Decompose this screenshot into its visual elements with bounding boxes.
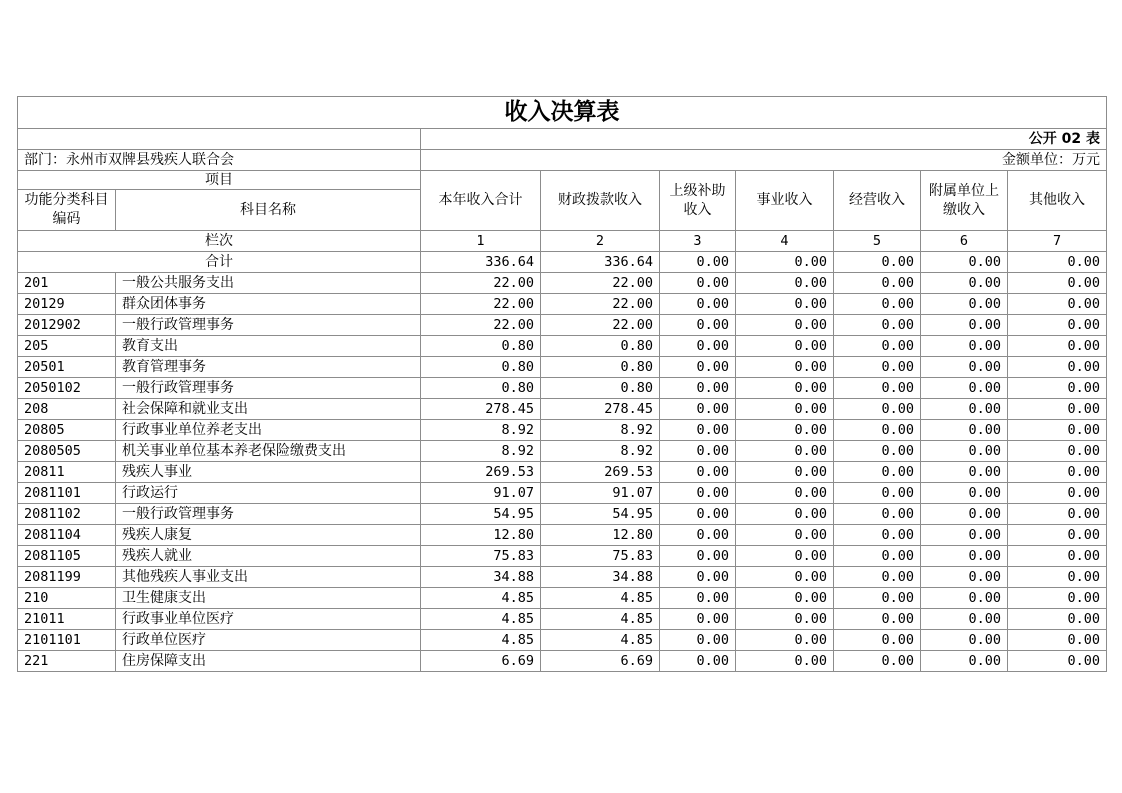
amount-cell: 8.92: [421, 441, 541, 462]
table-row: [18, 651, 1107, 672]
amount-cell: 0.00: [921, 504, 1008, 525]
header-superior: 上级补助收入: [660, 171, 736, 231]
amount-cell: 0.00: [660, 273, 736, 294]
amount-cell: 0.00: [834, 441, 921, 462]
amount-cell: 0.00: [736, 315, 834, 336]
amount-cell: 0.00: [921, 378, 1008, 399]
amount-cell: 0.00: [921, 294, 1008, 315]
amount-cell: 0.00: [921, 336, 1008, 357]
column-number: 2: [541, 231, 660, 252]
amount-cell: 0.00: [921, 546, 1008, 567]
subject-code: 205: [18, 336, 116, 357]
amount-cell: 0.80: [421, 336, 541, 357]
table-title: 收入决算表: [18, 97, 1107, 129]
subject-name: 教育支出: [116, 336, 421, 357]
amount-cell: 0.00: [736, 336, 834, 357]
amount-cell: 0.00: [660, 357, 736, 378]
table-row: [18, 462, 1107, 483]
amount-cell: 0.00: [736, 567, 834, 588]
amount-cell: 0.00: [921, 588, 1008, 609]
subject-code: 2101101: [18, 630, 116, 651]
amount-cell: 0.00: [834, 588, 921, 609]
amount-cell: 0.80: [541, 336, 660, 357]
amount-cell: 4.85: [541, 630, 660, 651]
amount-cell: 4.85: [541, 588, 660, 609]
amount-cell: 0.00: [736, 588, 834, 609]
subject-name: 残疾人康复: [116, 525, 421, 546]
subject-name: 行政事业单位养老支出: [116, 420, 421, 441]
amount-cell: 34.88: [541, 567, 660, 588]
amount-cell: 0.00: [834, 609, 921, 630]
amount-cell: 75.83: [421, 546, 541, 567]
amount-cell: 0.00: [660, 462, 736, 483]
amount-cell: 0.00: [660, 546, 736, 567]
amount-cell: 0.00: [1008, 525, 1107, 546]
amount-cell: 0.00: [660, 525, 736, 546]
amount-cell: 0.00: [834, 462, 921, 483]
amount-cell: 0.00: [921, 651, 1008, 672]
amount-cell: 0.00: [834, 357, 921, 378]
total-value: 0.00: [921, 252, 1008, 273]
amount-cell: 0.00: [1008, 630, 1107, 651]
subject-code: 2080505: [18, 441, 116, 462]
subject-code: 20805: [18, 420, 116, 441]
amount-cell: 0.00: [1008, 378, 1107, 399]
total-value: 0.00: [834, 252, 921, 273]
table-row: [18, 336, 1107, 357]
amount-cell: 0.00: [736, 273, 834, 294]
subject-code: 20501: [18, 357, 116, 378]
table-row: [18, 399, 1107, 420]
amount-cell: 0.00: [834, 273, 921, 294]
amount-cell: 0.00: [660, 399, 736, 420]
subject-code: 201: [18, 273, 116, 294]
amount-cell: 4.85: [421, 588, 541, 609]
amount-cell: 0.00: [834, 504, 921, 525]
amount-cell: 91.07: [541, 483, 660, 504]
column-number: 3: [660, 231, 736, 252]
header-subject-name: 科目名称: [116, 190, 421, 231]
unit-label: 金额单位：万元: [421, 150, 1107, 171]
amount-cell: 0.00: [736, 546, 834, 567]
column-number: 6: [921, 231, 1008, 252]
amount-cell: 0.00: [834, 315, 921, 336]
amount-cell: 0.80: [541, 357, 660, 378]
amount-cell: 278.45: [541, 399, 660, 420]
total-value: 0.00: [1008, 252, 1107, 273]
amount-cell: 0.00: [736, 399, 834, 420]
subject-code: 2050102: [18, 378, 116, 399]
subject-name: 行政事业单位医疗: [116, 609, 421, 630]
amount-cell: 6.69: [541, 651, 660, 672]
amount-cell: 269.53: [421, 462, 541, 483]
amount-cell: 0.00: [1008, 546, 1107, 567]
subject-name: 一般公共服务支出: [116, 273, 421, 294]
amount-cell: 0.00: [660, 567, 736, 588]
amount-cell: 0.00: [736, 420, 834, 441]
amount-cell: 0.00: [1008, 315, 1107, 336]
amount-cell: 0.80: [421, 357, 541, 378]
amount-cell: 22.00: [541, 315, 660, 336]
amount-cell: 0.00: [1008, 462, 1107, 483]
amount-cell: 0.00: [660, 420, 736, 441]
header-fiscal: 财政拨款收入: [541, 171, 660, 231]
subject-name: 住房保障支出: [116, 651, 421, 672]
subject-code: 20129: [18, 294, 116, 315]
amount-cell: 0.00: [660, 483, 736, 504]
header-business: 事业收入: [736, 171, 834, 231]
amount-cell: 0.00: [921, 357, 1008, 378]
amount-cell: 0.00: [660, 441, 736, 462]
amount-cell: 0.00: [921, 273, 1008, 294]
header-func-code: 功能分类科目编码: [18, 190, 116, 231]
amount-cell: 0.00: [660, 294, 736, 315]
subject-code: 2081199: [18, 567, 116, 588]
column-number: 4: [736, 231, 834, 252]
subject-code: 2081102: [18, 504, 116, 525]
total-value: 336.64: [421, 252, 541, 273]
amount-cell: 0.00: [1008, 441, 1107, 462]
amount-cell: 0.00: [834, 525, 921, 546]
subject-code: 2012902: [18, 315, 116, 336]
column-number: 1: [421, 231, 541, 252]
amount-cell: 0.00: [921, 525, 1008, 546]
amount-cell: 0.00: [660, 378, 736, 399]
subject-name: 行政运行: [116, 483, 421, 504]
amount-cell: 8.92: [541, 441, 660, 462]
amount-cell: 0.00: [736, 294, 834, 315]
amount-cell: 0.00: [660, 630, 736, 651]
table-row: [18, 609, 1107, 630]
amount-cell: 0.00: [736, 357, 834, 378]
amount-cell: 0.00: [921, 315, 1008, 336]
amount-cell: 75.83: [541, 546, 660, 567]
table-row: [18, 315, 1107, 336]
header-affiliated: 附属单位上缴收入: [921, 171, 1008, 231]
column-index-label: 栏次: [18, 231, 421, 252]
amount-cell: 0.00: [1008, 420, 1107, 441]
amount-cell: 0.80: [541, 378, 660, 399]
subject-name: 机关事业单位基本养老保险缴费支出: [116, 441, 421, 462]
amount-cell: 0.00: [834, 336, 921, 357]
subject-name: 残疾人就业: [116, 546, 421, 567]
amount-cell: 0.00: [834, 399, 921, 420]
table-row: [18, 504, 1107, 525]
header-project: 项目: [18, 171, 421, 190]
amount-cell: 0.00: [834, 294, 921, 315]
amount-cell: 0.00: [921, 630, 1008, 651]
amount-cell: 22.00: [541, 294, 660, 315]
amount-cell: 0.00: [921, 441, 1008, 462]
amount-cell: 0.00: [834, 651, 921, 672]
table-row: [18, 483, 1107, 504]
amount-cell: 0.00: [921, 462, 1008, 483]
amount-cell: 12.80: [421, 525, 541, 546]
total-value: 0.00: [660, 252, 736, 273]
income-final-accounts-table: [17, 96, 1107, 672]
subject-name: 一般行政管理事务: [116, 378, 421, 399]
table-row: [18, 273, 1107, 294]
subject-code: 2081105: [18, 546, 116, 567]
amount-cell: 6.69: [421, 651, 541, 672]
amount-cell: 22.00: [541, 273, 660, 294]
amount-cell: 0.00: [1008, 294, 1107, 315]
amount-cell: 0.00: [1008, 357, 1107, 378]
amount-cell: 34.88: [421, 567, 541, 588]
subject-name: 一般行政管理事务: [116, 504, 421, 525]
amount-cell: 269.53: [541, 462, 660, 483]
subject-code: 2081104: [18, 525, 116, 546]
amount-cell: 54.95: [421, 504, 541, 525]
subject-code: 210: [18, 588, 116, 609]
amount-cell: 0.00: [921, 399, 1008, 420]
amount-cell: 0.00: [660, 315, 736, 336]
total-label: 合计: [18, 252, 421, 273]
total-value: 336.64: [541, 252, 660, 273]
amount-cell: 0.00: [660, 651, 736, 672]
table-row: [18, 294, 1107, 315]
amount-cell: 0.00: [1008, 399, 1107, 420]
table-row: [18, 378, 1107, 399]
header-total: 本年收入合计: [421, 171, 541, 231]
amount-cell: 0.00: [660, 588, 736, 609]
subject-name: 教育管理事务: [116, 357, 421, 378]
amount-cell: 0.00: [660, 504, 736, 525]
amount-cell: 0.00: [1008, 273, 1107, 294]
amount-cell: 0.00: [1008, 483, 1107, 504]
table-row: [18, 567, 1107, 588]
subject-name: 行政单位医疗: [116, 630, 421, 651]
subject-name: 卫生健康支出: [116, 588, 421, 609]
amount-cell: 0.00: [736, 441, 834, 462]
subject-name: 其他残疾人事业支出: [116, 567, 421, 588]
subject-name: 社会保障和就业支出: [116, 399, 421, 420]
table-row: [18, 630, 1107, 651]
amount-cell: 54.95: [541, 504, 660, 525]
amount-cell: 4.85: [541, 609, 660, 630]
amount-cell: 0.00: [834, 378, 921, 399]
header-other: 其他收入: [1008, 171, 1107, 231]
amount-cell: 0.00: [921, 567, 1008, 588]
amount-cell: 0.00: [736, 609, 834, 630]
amount-cell: 0.00: [834, 546, 921, 567]
amount-cell: 4.85: [421, 609, 541, 630]
amount-cell: 0.00: [736, 462, 834, 483]
form-number: 公开 02 表: [421, 129, 1107, 150]
amount-cell: 0.00: [834, 420, 921, 441]
table-row: [18, 546, 1107, 567]
column-number: 5: [834, 231, 921, 252]
amount-cell: 0.00: [1008, 567, 1107, 588]
table-row: [18, 525, 1107, 546]
amount-cell: 0.00: [736, 483, 834, 504]
table-row: [18, 588, 1107, 609]
amount-cell: 22.00: [421, 294, 541, 315]
amount-cell: 0.00: [921, 609, 1008, 630]
amount-cell: 0.80: [421, 378, 541, 399]
amount-cell: 0.00: [660, 609, 736, 630]
amount-cell: 0.00: [736, 504, 834, 525]
amount-cell: 12.80: [541, 525, 660, 546]
amount-cell: 0.00: [1008, 651, 1107, 672]
table-row: [18, 441, 1107, 462]
subject-code: 20811: [18, 462, 116, 483]
amount-cell: 0.00: [736, 525, 834, 546]
amount-cell: 0.00: [1008, 588, 1107, 609]
amount-cell: 0.00: [834, 630, 921, 651]
department-label: 部门：永州市双牌县残疾人联合会: [18, 150, 421, 171]
amount-cell: 8.92: [541, 420, 660, 441]
amount-cell: 0.00: [1008, 504, 1107, 525]
total-value: 0.00: [736, 252, 834, 273]
amount-cell: 22.00: [421, 273, 541, 294]
amount-cell: 4.85: [421, 630, 541, 651]
subject-code: 221: [18, 651, 116, 672]
header-operating: 经营收入: [834, 171, 921, 231]
subject-code: 208: [18, 399, 116, 420]
amount-cell: 0.00: [1008, 609, 1107, 630]
amount-cell: 0.00: [834, 567, 921, 588]
subject-name: 群众团体事务: [116, 294, 421, 315]
amount-cell: 91.07: [421, 483, 541, 504]
table-row: [18, 420, 1107, 441]
subject-name: 一般行政管理事务: [116, 315, 421, 336]
amount-cell: 278.45: [421, 399, 541, 420]
subject-name: 残疾人事业: [116, 462, 421, 483]
subject-code: 21011: [18, 609, 116, 630]
amount-cell: 0.00: [736, 378, 834, 399]
amount-cell: 0.00: [736, 651, 834, 672]
amount-cell: 8.92: [421, 420, 541, 441]
amount-cell: 0.00: [1008, 336, 1107, 357]
amount-cell: 0.00: [921, 420, 1008, 441]
amount-cell: 0.00: [834, 483, 921, 504]
amount-cell: 22.00: [421, 315, 541, 336]
column-number: 7: [1008, 231, 1107, 252]
amount-cell: 0.00: [660, 336, 736, 357]
table-row: [18, 357, 1107, 378]
subject-code: 2081101: [18, 483, 116, 504]
amount-cell: 0.00: [921, 483, 1008, 504]
amount-cell: 0.00: [736, 630, 834, 651]
